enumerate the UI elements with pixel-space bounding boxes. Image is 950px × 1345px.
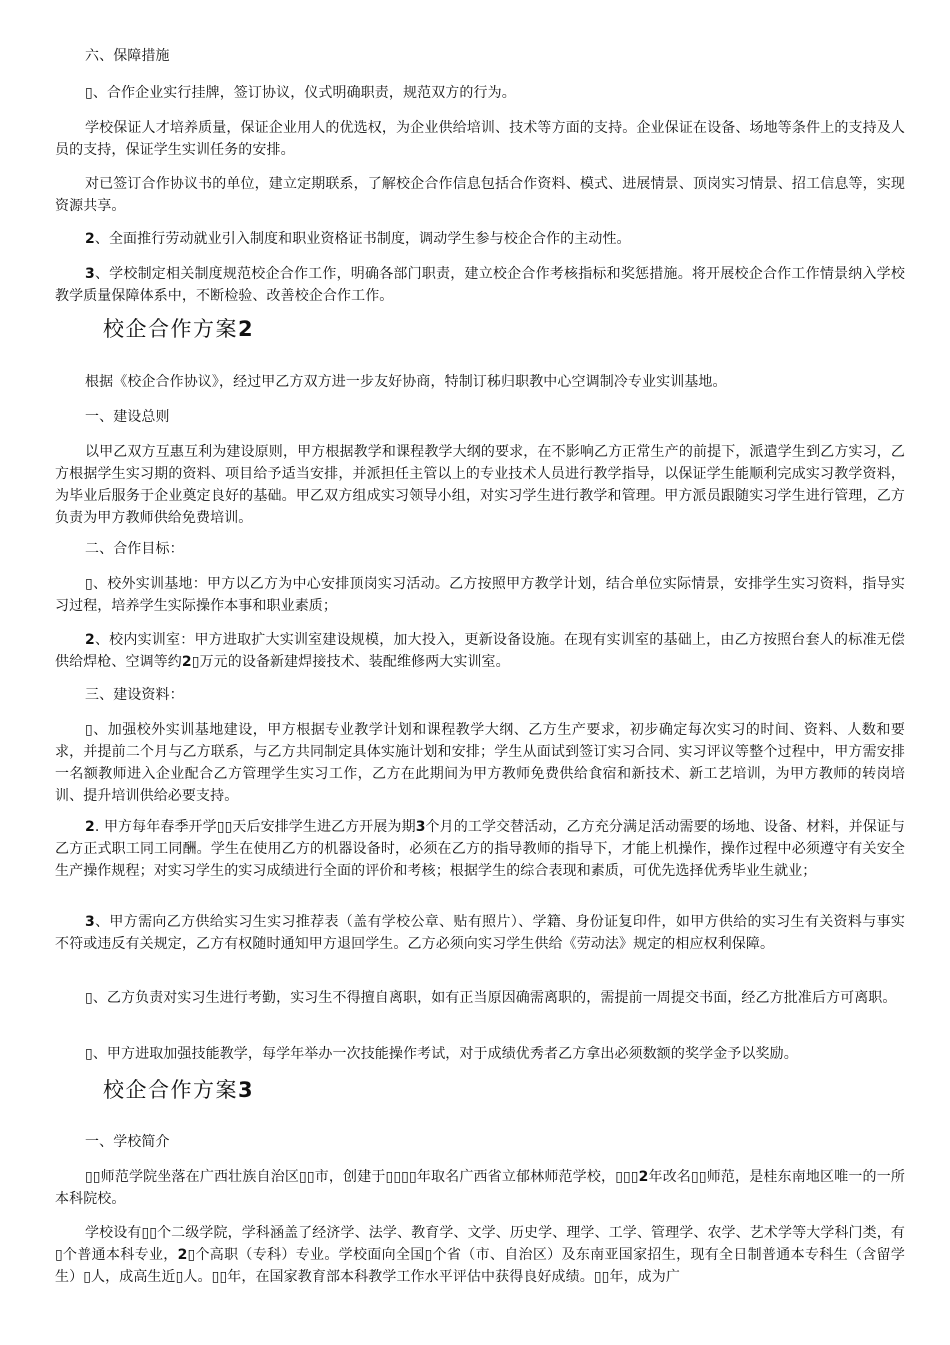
missing-glyph: ▯▯ [216,819,233,835]
section-heading: 一、学校简介 [85,1134,170,1150]
paragraph: ▯、校外实训基地：甲方以乙方为中心安排顶岗实习活动。乙方按照甲方教学计划，结合单位实际情景，安排学生实习资料，指导实习过程，培养学生实际操作本事和职业素质； [55,576,905,614]
paragraph: 2、全面推行劳动就业引入制度和职业资格证书制度，调动学生参与校企合作的主动性。 [85,231,631,247]
paragraph: 3、学校制定相关制度规范校企合作工作，明确各部门职责，建立校企合作考核指标和奖惩措施。将开展校企合作工作情景纳入学校教学质量保障体系中，不断检验、改善校企合作工作。 [55,266,905,304]
missing-glyph: ▯▯ [141,1225,158,1241]
section-heading: 六、保障措施 [85,48,170,64]
missing-glyph: ▯ [191,654,200,670]
missing-glyph: ▯ [424,1247,433,1263]
missing-glyph: ▯ [187,1247,196,1263]
missing-glyph: ▯▯ [85,1169,101,1185]
missing-glyph: ▯ [85,576,93,592]
paragraph: ▯▯师范学院坐落在广西壮族自治区▯▯市，创建于▯▯▯▯年取名广西省立郁林师范学校，▯▯▯2年改名▯▯师范，是桂东南地区唯一的一所本科院校。 [55,1169,905,1207]
paragraph: 根据《校企合作协议》，经过甲乙方双方进一步友好协商，特制订秭归职教中心空调制冷专业实训基地。 [85,374,727,390]
missing-glyph: ▯▯ [691,1169,707,1185]
paragraph: 对已签订合作协议书的单位，建立定期联系，了解校企合作信息包括合作资料、模式、进展情景、顶岗实习情景、招工信息等，实现资源共享。 [55,176,905,214]
missing-glyph: ▯ [85,1046,93,1062]
paragraph: ▯、甲方进取加强技能教学，每学年举办一次技能操作考试，对于成绩优秀者乙方拿出必须数额的奖学金予以奖励。 [85,1046,798,1062]
missing-glyph: ▯▯▯ [615,1169,639,1185]
paragraph: ▯、乙方负责对实习生进行考勤，实习生不得擅自离职，如有正当原因确需离职的，需提前一周提交书面，经乙方批准后方可离职。 [85,990,897,1006]
paragraph: 以甲乙双方互惠互利为建设原则，甲方根据教学和课程教学大纲的要求，在不影响乙方正常生产的前提下，派遣学生到乙方实习，乙方根据学生实习期的资料、项目给予适当安排，并派担任主管以上的专业技术人员进行教学指导，以保证学生能顺利完成实习教学资料，为毕业后服务于企业奠定良好的基础。甲乙双方组成实习领导小组，对实习学生进行教学和管理。甲方派员跟随实习学生进行管理，乙方负责为甲方教师供给免费培训。 [55,444,905,526]
section-title: 校企合作方案3 [103,1078,255,1102]
missing-glyph: ▯▯ [211,1269,228,1285]
missing-glyph: ▯ [83,1269,92,1285]
paragraph: 学校设有▯▯个二级学院，学科涵盖了经济学、法学、教育学、文学、历史学、理学、工学、管理学、农学、艺术学等大学科门类，有▯个普通本科专业，2▯个高职（专科）专业。学校面向全国▯个省（市、自治区）及东南亚国家招生，现有全日制普通本专科生（含留学生）▯人，成高生近▯人。▯▯年，在国家教育部本科教学工作水平评估中获得良好成绩。▯▯年，成为广 [55,1225,905,1285]
missing-glyph: ▯▯▯▯ [385,1169,417,1185]
paragraph: 3、甲方需向乙方供给实习生实习推荐表（盖有学校公章、贴有照片）、学籍、身份证复印件，如甲方供给的实习生有关资料与事实不符或违反有关规定，乙方有权随时通知甲方退回学生。乙方必须向实习学生供给《劳动法》规定的相应权利保障。 [55,914,905,952]
section-heading: 三、建设资料： [85,687,184,703]
paragraph: 学校保证人才培养质量，保证企业用人的优选权，为企业供给培训、技术等方面的支持。企业保证在设备、场地等条件上的支持及人员的支持，保证学生实训任务的安排。 [55,120,905,158]
missing-glyph: ▯ [85,990,93,1006]
missing-glyph: ▯ [85,85,93,101]
section-heading: 一、建设总则 [85,409,170,425]
paragraph: 2. 甲方每年春季开学▯▯天后安排学生进乙方开展为期3个月的工学交替活动，乙方充分满足活动需要的场地、设备、材料，并保证与乙方正式职工同工同酬。学生在使用乙方的机器设备时，必须在乙方的指导教师的指导下，才能上机操作，操作过程中必须遵守有关安全生产操作规程；对实习学生的实习成绩进行全面的评价和考核；根据学生的综合表现和素质，可优先选择优秀毕业生就业； [55,819,905,879]
paragraph: 2、校内实训室：甲方进取扩大实训室建设规模，加大投入，更新设备设施。在现有实训室的基础上，由乙方按照台套人的标准无偿供给焊枪、空调等约2▯万元的设备新建焊接技术、装配维修两大实训室。 [55,632,905,670]
missing-glyph: ▯▯ [593,1269,610,1285]
paragraph: ▯、合作企业实行挂牌，签订协议，仪式明确职责，规范双方的行为。 [85,85,516,101]
section-heading: 二、合作目标： [85,541,184,557]
missing-glyph: ▯▯ [299,1169,315,1185]
section-title: 校企合作方案2 [103,317,255,341]
missing-glyph: ▯ [175,1269,184,1285]
missing-glyph: ▯ [85,722,93,738]
paragraph: ▯、加强校外实训基地建设，甲方根据专业教学计划和课程教学大纲、乙方生产要求，初步确定每次实习的时间、资料、人数和要求，并提前二个月与乙方联系，与乙方共同制定具体实施计划和安排；学生从面试到签订实习合同、实习评议等整个过程中，甲方需安排一名额教师进入企业配合乙方管理学生实习工作，乙方在此期间为甲方教师免费供给食宿和新技术、新工艺培训，为甲方教师的转岗培训、提升培训供给必要支持。 [55,722,905,804]
missing-glyph: ▯ [55,1247,63,1263]
